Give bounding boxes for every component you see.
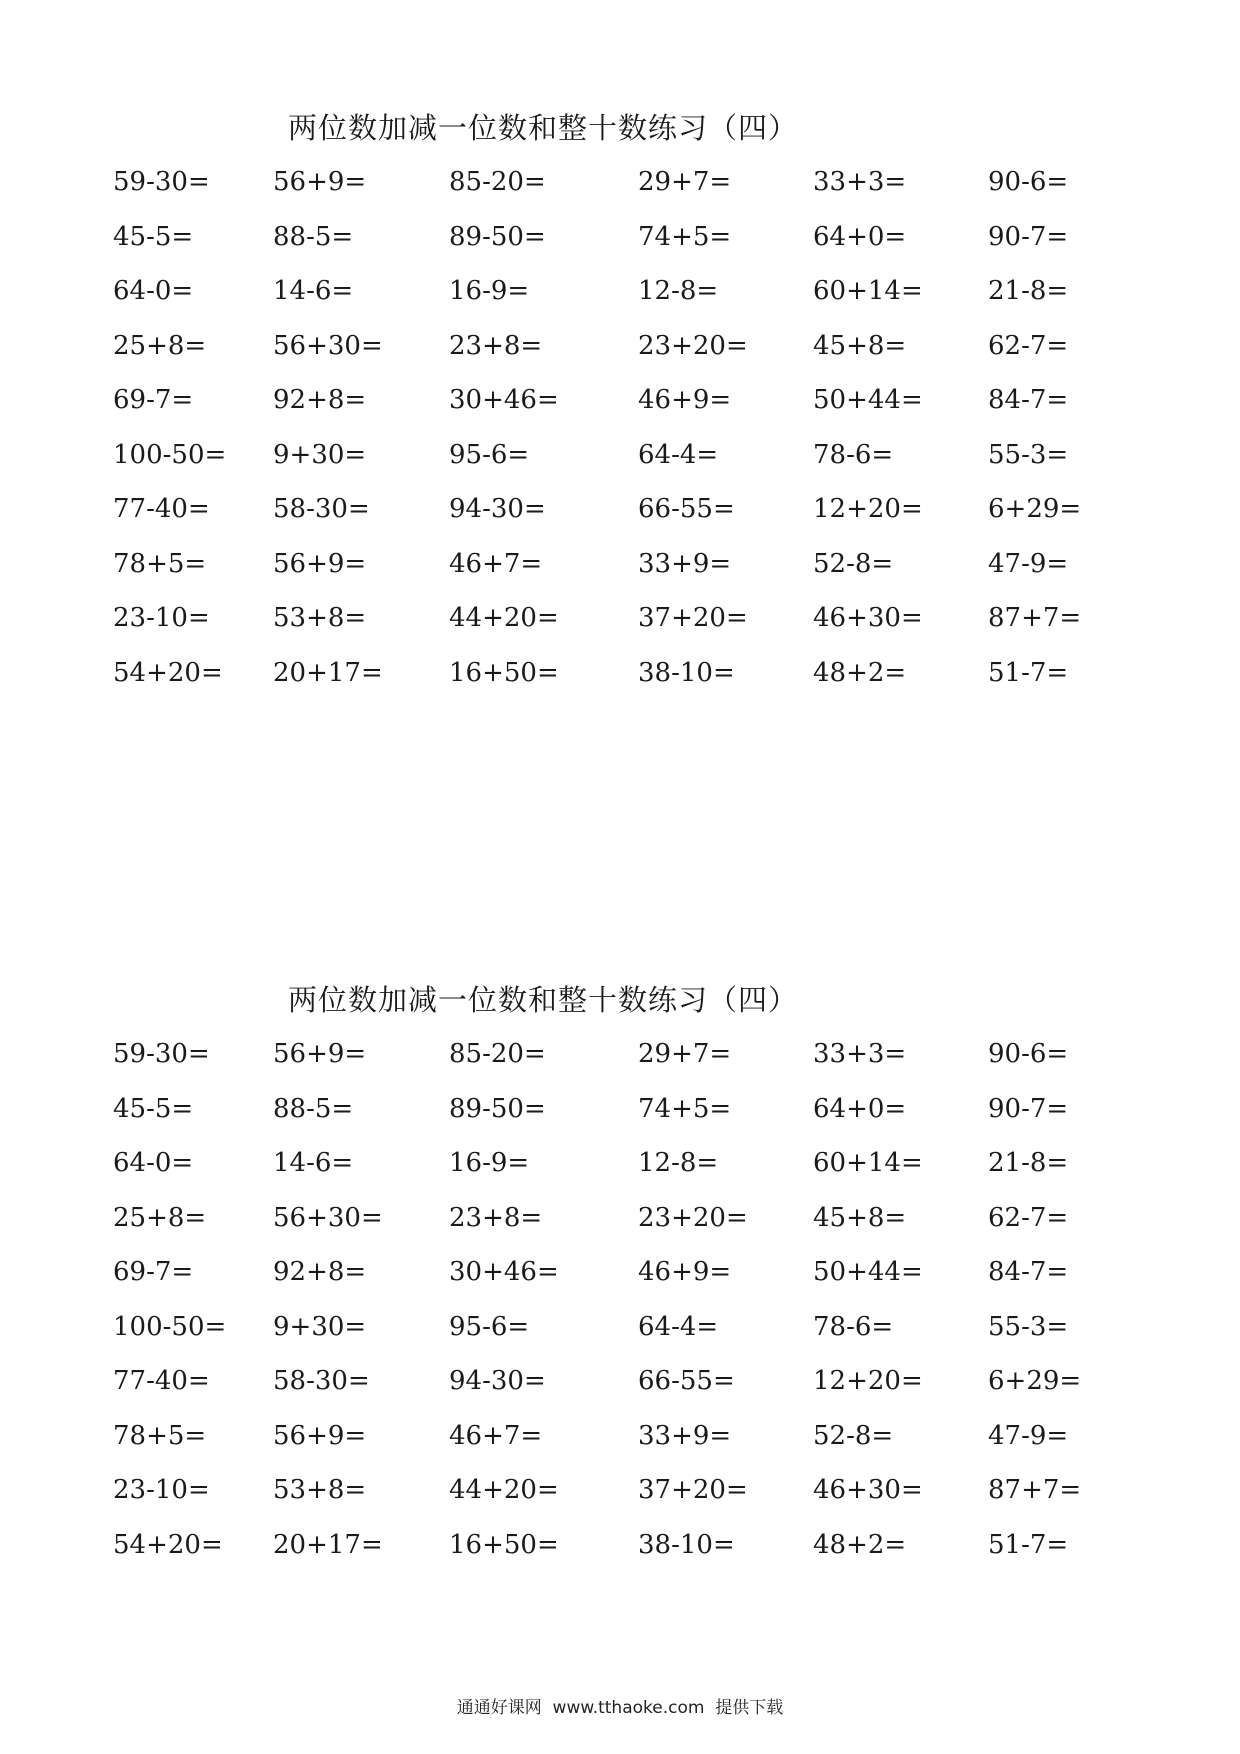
arithmetic-problem: 20+17=	[273, 1529, 383, 1560]
arithmetic-problem: 90-7=	[988, 221, 1069, 252]
arithmetic-problem: 50+44=	[813, 1257, 923, 1287]
arithmetic-problem: 64+0=	[813, 221, 907, 252]
arithmetic-problem: 47-9=	[988, 548, 1069, 579]
arithmetic-problem: 85-20=	[449, 167, 546, 197]
arithmetic-problem: 16-9=	[449, 276, 530, 306]
arithmetic-problem: 38-10=	[638, 1529, 735, 1560]
arithmetic-problem: 33+3=	[813, 1039, 907, 1069]
arithmetic-problem: 56+9=	[273, 1039, 367, 1069]
arithmetic-problem: 23+20=	[638, 1202, 748, 1233]
problem-row	[0, 1525, 1240, 1580]
problem-row	[0, 1416, 1240, 1471]
arithmetic-problem: 84-7=	[988, 1257, 1069, 1287]
arithmetic-problem: 45+8=	[813, 1202, 907, 1233]
arithmetic-problem: 78-6=	[813, 1311, 894, 1342]
problem-row	[0, 217, 1240, 272]
arithmetic-problem: 37+20=	[638, 603, 748, 633]
arithmetic-problem: 46+9=	[638, 1257, 732, 1287]
arithmetic-problem: 94-30=	[449, 1366, 546, 1396]
problem-row	[0, 1089, 1240, 1144]
arithmetic-problem: 12-8=	[638, 276, 719, 306]
arithmetic-problem: 25+8=	[113, 330, 207, 361]
arithmetic-problem: 64-0=	[113, 276, 194, 306]
arithmetic-problem: 47-9=	[988, 1420, 1069, 1451]
arithmetic-problem: 44+20=	[449, 603, 559, 633]
arithmetic-problem: 21-8=	[988, 276, 1069, 306]
arithmetic-problem: 51-7=	[988, 1529, 1069, 1560]
problem-row	[0, 1361, 1240, 1416]
arithmetic-problem: 60+14=	[813, 276, 923, 306]
arithmetic-problem: 78+5=	[113, 1420, 207, 1451]
arithmetic-problem: 92+8=	[273, 1257, 367, 1287]
arithmetic-problem: 84-7=	[988, 385, 1069, 415]
arithmetic-problem: 95-6=	[449, 1311, 530, 1342]
arithmetic-problem: 89-50=	[449, 1093, 546, 1124]
arithmetic-problem: 87+7=	[988, 603, 1082, 633]
arithmetic-problem: 54+20=	[113, 1529, 223, 1560]
arithmetic-problem: 58-30=	[273, 1366, 370, 1396]
worksheet-title: 两位数加减一位数和整十数练习（四）	[288, 983, 799, 1017]
problem-row	[0, 1198, 1240, 1253]
arithmetic-problem: 23+8=	[449, 330, 543, 361]
arithmetic-problem: 64-0=	[113, 1148, 194, 1178]
arithmetic-problem: 66-55=	[638, 1366, 735, 1396]
arithmetic-problem: 69-7=	[113, 385, 194, 415]
arithmetic-problem: 16+50=	[449, 657, 559, 688]
arithmetic-problem: 60+14=	[813, 1148, 923, 1178]
arithmetic-problem: 55-3=	[988, 439, 1069, 470]
arithmetic-problem: 21-8=	[988, 1148, 1069, 1178]
arithmetic-problem: 44+20=	[449, 1475, 559, 1505]
arithmetic-problem: 56+9=	[273, 167, 367, 197]
arithmetic-problem: 62-7=	[988, 1202, 1069, 1233]
arithmetic-problem: 29+7=	[638, 167, 732, 197]
footer-credit: 通通好课网 www.tthaoke.com 提供下载	[456, 1698, 784, 1718]
arithmetic-problem: 78+5=	[113, 548, 207, 579]
problem-row	[0, 271, 1240, 326]
arithmetic-problem: 56+9=	[273, 1420, 367, 1451]
arithmetic-problem: 56+9=	[273, 548, 367, 579]
arithmetic-problem: 12-8=	[638, 1148, 719, 1178]
arithmetic-problem: 20+17=	[273, 657, 383, 688]
arithmetic-problem: 9+30=	[273, 439, 367, 470]
arithmetic-problem: 23-10=	[113, 1475, 210, 1505]
problem-row	[0, 1143, 1240, 1198]
arithmetic-problem: 48+2=	[813, 1529, 907, 1560]
arithmetic-problem: 51-7=	[988, 657, 1069, 688]
arithmetic-problem: 25+8=	[113, 1202, 207, 1233]
arithmetic-problem: 45-5=	[113, 1093, 194, 1124]
arithmetic-problem: 95-6=	[449, 439, 530, 470]
arithmetic-problem: 12+20=	[813, 494, 923, 524]
arithmetic-problem: 9+30=	[273, 1311, 367, 1342]
arithmetic-problem: 74+5=	[638, 221, 732, 252]
arithmetic-problem: 88-5=	[273, 1093, 354, 1124]
problem-row	[0, 544, 1240, 599]
arithmetic-problem: 23+20=	[638, 330, 748, 361]
problem-row	[0, 489, 1240, 544]
arithmetic-problem: 90-6=	[988, 167, 1069, 197]
arithmetic-problem: 23-10=	[113, 603, 210, 633]
arithmetic-problem: 59-30=	[113, 1039, 210, 1069]
arithmetic-problem: 29+7=	[638, 1039, 732, 1069]
arithmetic-problem: 30+46=	[449, 385, 559, 415]
problem-row	[0, 1470, 1240, 1525]
arithmetic-problem: 45+8=	[813, 330, 907, 361]
arithmetic-problem: 100-50=	[113, 439, 227, 470]
arithmetic-problem: 48+2=	[813, 657, 907, 688]
arithmetic-problem: 59-30=	[113, 167, 210, 197]
arithmetic-problem: 16-9=	[449, 1148, 530, 1178]
problem-row	[0, 162, 1240, 217]
arithmetic-problem: 33+3=	[813, 167, 907, 197]
problem-row	[0, 598, 1240, 653]
arithmetic-problem: 90-7=	[988, 1093, 1069, 1124]
problem-grid	[0, 1034, 1240, 1579]
arithmetic-problem: 69-7=	[113, 1257, 194, 1287]
arithmetic-problem: 90-6=	[988, 1039, 1069, 1069]
problem-row	[0, 435, 1240, 490]
arithmetic-problem: 92+8=	[273, 385, 367, 415]
arithmetic-problem: 94-30=	[449, 494, 546, 524]
problem-row	[0, 653, 1240, 708]
arithmetic-problem: 64-4=	[638, 1311, 719, 1342]
arithmetic-problem: 77-40=	[113, 1366, 210, 1396]
arithmetic-problem: 64+0=	[813, 1093, 907, 1124]
arithmetic-problem: 74+5=	[638, 1093, 732, 1124]
problem-row	[0, 1034, 1240, 1089]
arithmetic-problem: 6+29=	[988, 1366, 1082, 1396]
arithmetic-problem: 14-6=	[273, 1148, 354, 1178]
arithmetic-problem: 53+8=	[273, 1475, 367, 1505]
arithmetic-problem: 46+9=	[638, 385, 732, 415]
arithmetic-problem: 89-50=	[449, 221, 546, 252]
arithmetic-problem: 37+20=	[638, 1475, 748, 1505]
arithmetic-problem: 66-55=	[638, 494, 735, 524]
arithmetic-problem: 33+9=	[638, 548, 732, 579]
arithmetic-problem: 53+8=	[273, 603, 367, 633]
arithmetic-problem: 77-40=	[113, 494, 210, 524]
arithmetic-problem: 12+20=	[813, 1366, 923, 1396]
arithmetic-problem: 38-10=	[638, 657, 735, 688]
arithmetic-problem: 85-20=	[449, 1039, 546, 1069]
arithmetic-problem: 23+8=	[449, 1202, 543, 1233]
arithmetic-problem: 100-50=	[113, 1311, 227, 1342]
arithmetic-problem: 45-5=	[113, 221, 194, 252]
arithmetic-problem: 78-6=	[813, 439, 894, 470]
arithmetic-problem: 87+7=	[988, 1475, 1082, 1505]
problem-row	[0, 380, 1240, 435]
arithmetic-problem: 52-8=	[813, 548, 894, 579]
arithmetic-problem: 58-30=	[273, 494, 370, 524]
arithmetic-problem: 54+20=	[113, 657, 223, 688]
arithmetic-problem: 6+29=	[988, 494, 1082, 524]
arithmetic-problem: 56+30=	[273, 330, 383, 361]
arithmetic-problem: 62-7=	[988, 330, 1069, 361]
problem-row	[0, 1307, 1240, 1362]
arithmetic-problem: 16+50=	[449, 1529, 559, 1560]
problem-grid	[0, 162, 1240, 707]
arithmetic-problem: 46+7=	[449, 548, 543, 579]
arithmetic-problem: 56+30=	[273, 1202, 383, 1233]
arithmetic-problem: 52-8=	[813, 1420, 894, 1451]
arithmetic-problem: 14-6=	[273, 276, 354, 306]
arithmetic-problem: 88-5=	[273, 221, 354, 252]
arithmetic-problem: 30+46=	[449, 1257, 559, 1287]
problem-row	[0, 326, 1240, 381]
worksheet-title: 两位数加减一位数和整十数练习（四）	[288, 111, 799, 145]
arithmetic-problem: 64-4=	[638, 439, 719, 470]
arithmetic-problem: 33+9=	[638, 1420, 732, 1451]
arithmetic-problem: 46+30=	[813, 603, 923, 633]
arithmetic-problem: 50+44=	[813, 385, 923, 415]
arithmetic-problem: 46+30=	[813, 1475, 923, 1505]
arithmetic-problem: 55-3=	[988, 1311, 1069, 1342]
arithmetic-problem: 46+7=	[449, 1420, 543, 1451]
problem-row	[0, 1252, 1240, 1307]
